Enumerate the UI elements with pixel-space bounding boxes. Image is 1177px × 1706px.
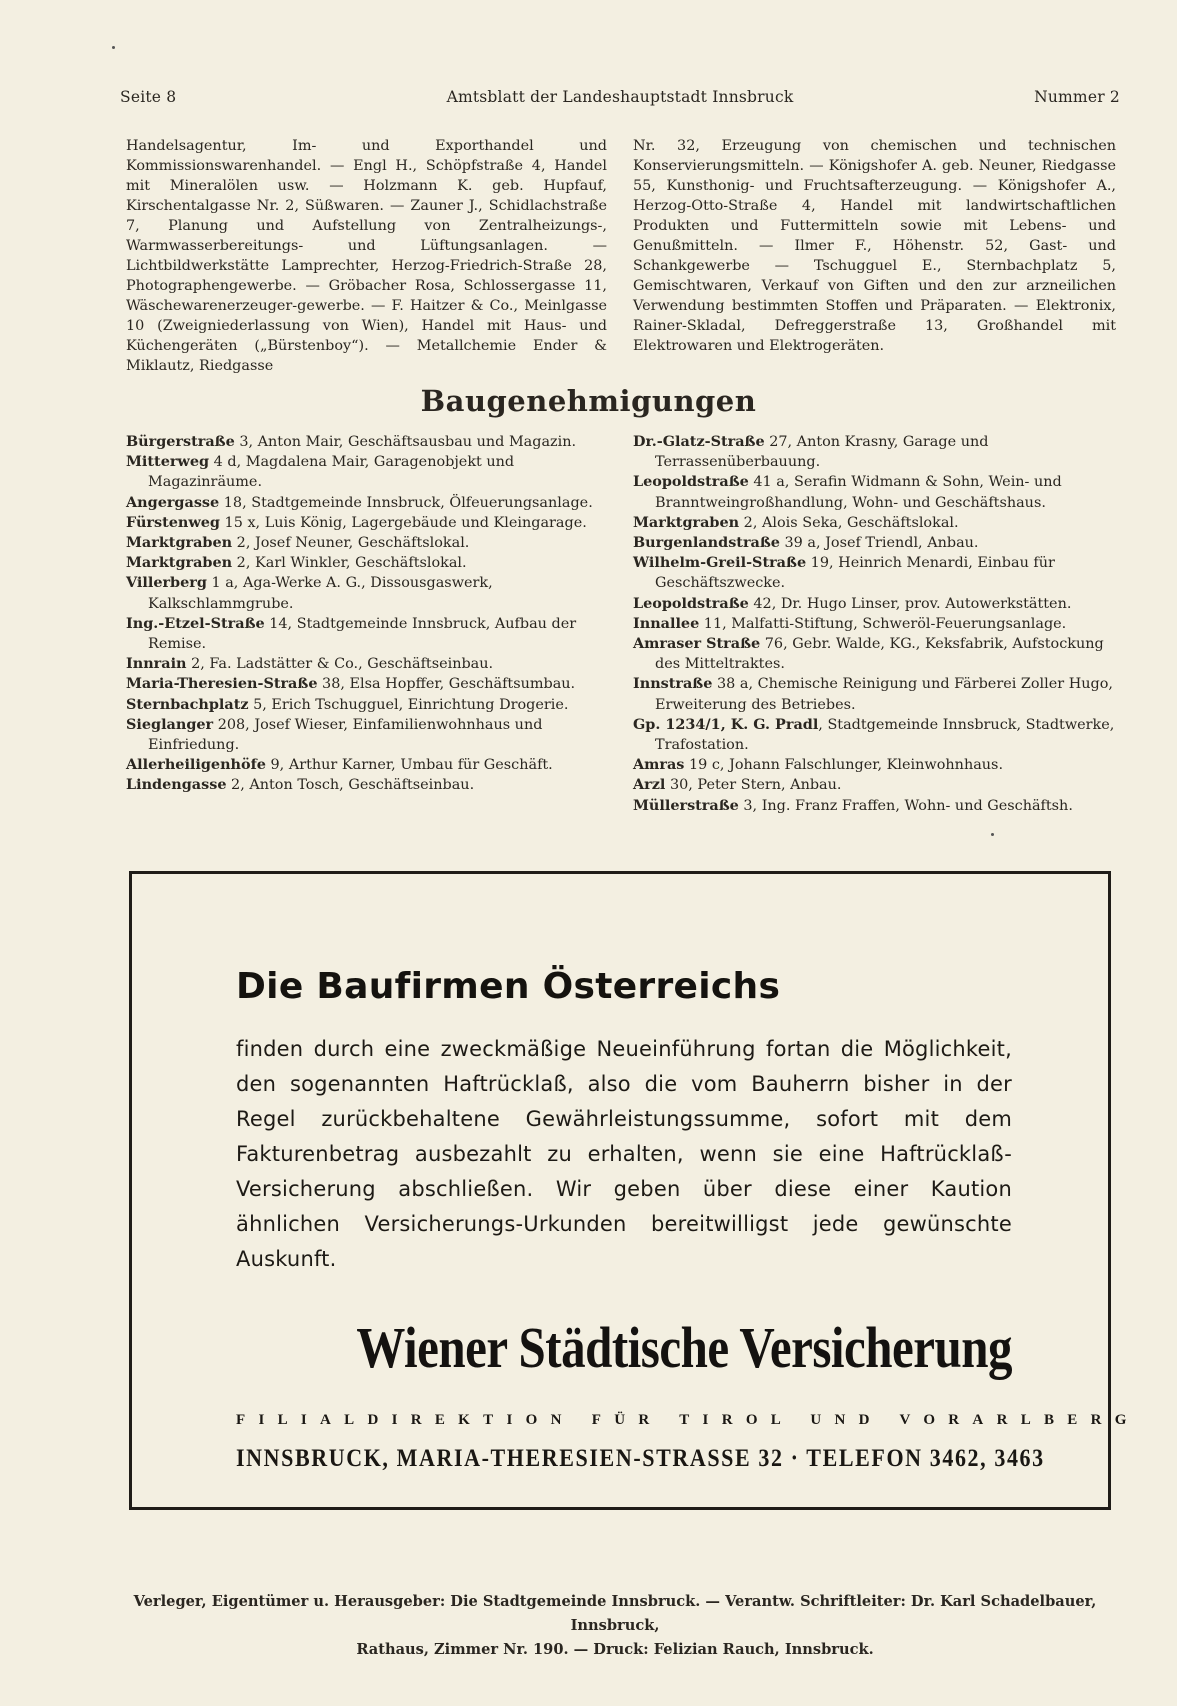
permit-details: 76, Gebr. Walde, KG., Keksfabrik, Aufstockung des Mitteltraktes. bbox=[655, 636, 1104, 673]
permits-column-right bbox=[633, 432, 1120, 816]
permit-street: Villerberg bbox=[126, 574, 207, 592]
permit-entry bbox=[633, 796, 1120, 816]
permit-street: Dr.-Glatz-Straße bbox=[633, 433, 765, 450]
permit-street: Allerheiligenhöfe bbox=[126, 756, 266, 774]
permit-street: Wilhelm-Greil-Straße bbox=[633, 554, 807, 572]
permit-details: 208, Josef Wieser, Einfamilienwohnhaus und Einfriedung. bbox=[148, 716, 543, 754]
permit-details: 5, Erich Tschugguel, Einrichtung Drogerie. bbox=[248, 696, 569, 713]
page-header bbox=[120, 84, 1120, 110]
permit-details: 19 c, Johann Falschlunger, Kleinwohnhaus. bbox=[684, 757, 1004, 774]
permit-details: 19, Heinrich Menardi, Einbau für Geschäftszwecke. bbox=[655, 555, 1055, 592]
permit-entry bbox=[633, 614, 1120, 634]
registrations-text-right: Nr. 32, Erzeugung von chemischen und technischen Konservierungsmitteln. — Königshofer A. geb. Neuner, Riedgasse 55, Kunsthonig- und Fruchtsafterzeugung. — Königshofer A., Herzog-Otto-Straße 4, Handel mit landwirtschaftlichen Produkten und Futtermitteln sowie mit Lebens- und Genußmitteln. — Ilmer F., Höhenstr. 52, Gast- und Schankgewerbe — Tschugguel E., Sternbachplatz 5, Gemischtwaren, Verkauf von Giften und den zur arzneilichen Verwendung bestimmten Stoffen und Präparaten. — Elektronix, Rainer-Skladal, Defreggerstraße 13, Großhandel mit Elektrowaren und Elektrogeräten. bbox=[633, 138, 1116, 354]
ad-company-name: Wiener Städtische Versicherung bbox=[356, 1315, 1012, 1381]
permit-street: Maria-Theresien-Straße bbox=[126, 675, 318, 693]
permits-column-left bbox=[126, 432, 607, 796]
ad-title: Die Baufirmen Österreichs bbox=[236, 966, 781, 1007]
permit-details: 1 a, Aga-Werke A. G., Dissousgaswerk, Kalkschlammgrube. bbox=[148, 575, 493, 612]
permit-details: 39 a, Josef Triendl, Anbau. bbox=[779, 535, 979, 552]
permit-street: Angergasse bbox=[126, 493, 220, 511]
issue-number: Nummer 2 bbox=[1034, 88, 1120, 106]
permit-details: 2, Fa. Ladstätter & Co., Geschäftseinbau. bbox=[186, 656, 494, 673]
registrations-text-left: Handelsagentur, Im- und Exporthandel und Kommissionswarenhandel. — Engl H., Schöpfstraße 4, Handel mit Mineralölen usw. — Holzmann K. geb. Hupfauf, Kirschentalgasse Nr. 2, Süßwaren. — Zauner J., Schidlachstraße 7, Planung und Aufstellung von Zentralheizungs-, Warmwasserbereitungs- und Lüftungsanlagen. — Lichtbildwerkstätte Lamprechter, Herzog-Friedrich-Straße 28, Photographengewerbe. — Gröbacher Rosa, Schlossergasse 11, Wäschewarenerzeuger-gewerbe. — F. Haitzer & Co., Meinlgasse 10 (Zweigniederlassung von Wien), Handel mit Haus- und Küchengeräten („Bürstenboy“). — Metallchemie Ender & Miklautz, Riedgasse bbox=[126, 138, 607, 374]
permit-details: 2, Josef Neuner, Geschäftslokal. bbox=[232, 535, 470, 552]
ad-address: INNSBRUCK, MARIA-THERESIEN-STRASSE 32 · TELEFON 3462, 3463 bbox=[236, 1443, 1045, 1472]
permit-entry bbox=[633, 674, 1120, 714]
permit-street: Leopoldstraße bbox=[633, 594, 749, 612]
permit-entry bbox=[126, 493, 607, 513]
permit-entry bbox=[126, 715, 607, 755]
permit-details: 38, Elsa Hopffer, Geschäftsumbau. bbox=[317, 676, 576, 693]
permit-street: Amraser Straße bbox=[633, 635, 761, 653]
registrations-column-right bbox=[633, 136, 1116, 356]
permit-entry bbox=[126, 452, 607, 492]
permit-details: 27, Anton Krasny, Garage und Terrassenüberbauung. bbox=[655, 434, 989, 471]
permit-street: Burgenlandstraße bbox=[633, 534, 780, 552]
ad-subtitle: FILIALDIREKTION FÜR TIROL UND VORARLBERG bbox=[236, 1412, 1140, 1428]
permit-entry bbox=[126, 654, 607, 674]
permit-entry bbox=[633, 755, 1120, 775]
permit-details: 14, Stadtgemeinde Innsbruck, Aufbau der Remise. bbox=[148, 615, 577, 653]
permit-street: Sternbachplatz bbox=[126, 695, 249, 713]
permit-details: 2, Karl Winkler, Geschäftslokal. bbox=[232, 555, 467, 572]
permit-details: 38 a, Chemische Reinigung und Färberei Zoller Hugo, Erweiterung des Betriebes. bbox=[655, 676, 1113, 713]
registrations-column-left bbox=[126, 136, 607, 376]
permit-details: 18, Stadtgemeinde Innsbruck, Ölfeuerungsanlage. bbox=[219, 494, 593, 511]
permit-street: Marktgraben bbox=[633, 513, 740, 531]
advertisement-box bbox=[129, 871, 1140, 1510]
permit-details: , Stadtgemeinde Innsbruck, Stadtwerke, Trafostation. bbox=[655, 716, 1115, 754]
permit-details: 11, Malfatti-Stiftung, Schweröl-Feuerungsanlage. bbox=[699, 615, 1067, 632]
permit-entry bbox=[126, 755, 607, 775]
permit-entry bbox=[126, 695, 607, 715]
permit-entry bbox=[126, 573, 607, 613]
permit-entry bbox=[126, 553, 607, 573]
permit-entry bbox=[126, 513, 607, 533]
print-speck bbox=[112, 46, 115, 49]
permit-details: 41 a, Serafin Widmann & Sohn, Wein- und Branntweingroßhandlung, Wohn- und Geschäftshaus. bbox=[655, 474, 1062, 511]
permit-entry bbox=[633, 634, 1120, 674]
permit-details: 42, Dr. Hugo Linser, prov. Autowerkstätten. bbox=[748, 595, 1072, 612]
permit-street: Innrain bbox=[126, 655, 187, 673]
permit-street: Fürstenweg bbox=[126, 513, 220, 531]
permit-entry bbox=[633, 533, 1120, 553]
permit-street: Mitterweg bbox=[126, 453, 210, 471]
permit-street: Leopoldstraße bbox=[633, 473, 749, 491]
permit-street: Marktgraben bbox=[126, 554, 233, 572]
permit-street: Gp. 1234/1, K. G. Pradl bbox=[633, 715, 819, 733]
page-number: Seite 8 bbox=[120, 88, 177, 106]
ad-body: finden durch eine zweckmäßige Neueinführung fortan die Möglichkeit, den sogenannten Haftrücklaß, also die vom Bauherrn bisher in der Regel zurückbehaltene Gewährleistungssumme, sofort mit dem Fakturenbetrag ausbezahlt zu erhalten, wenn sie eine Haftrücklaß-Versicherung abschließen. Wir geben über diese einer Kaution ähnlichen Versicherungs-Urkunden bereitwilligst jede gewünschte Auskunft. bbox=[236, 1037, 1012, 1271]
permit-entry bbox=[633, 594, 1120, 614]
permit-street: Amras bbox=[633, 756, 685, 774]
permit-street: Innallee bbox=[633, 614, 700, 632]
permit-details: 2, Anton Tosch, Geschäftseinbau. bbox=[226, 777, 475, 794]
permit-details: 3, Ing. Franz Fraffen, Wohn- und Geschäftsh. bbox=[738, 797, 1073, 814]
permit-details: 4 d, Magdalena Mair, Garagenobjekt und Magazinräume. bbox=[148, 454, 515, 491]
permit-street: Müllerstraße bbox=[633, 796, 739, 814]
permit-street: Innstraße bbox=[633, 675, 713, 693]
permit-entry bbox=[126, 432, 607, 452]
permit-details: 3, Anton Mair, Geschäftsausbau und Magazin. bbox=[234, 434, 577, 450]
permit-details: 15 x, Luis König, Lagergebäude und Kleingarage. bbox=[219, 514, 587, 531]
permit-details: 2, Alois Seka, Geschäftslokal. bbox=[739, 514, 959, 531]
permit-street: Marktgraben bbox=[126, 534, 233, 552]
permit-entry bbox=[633, 553, 1120, 593]
permit-entry bbox=[633, 715, 1120, 755]
permit-entry bbox=[633, 472, 1120, 512]
permit-entry bbox=[126, 533, 607, 553]
imprint-footer bbox=[110, 1590, 1120, 1662]
permit-entry bbox=[633, 775, 1120, 795]
permit-street: Bürgerstraße bbox=[126, 433, 235, 450]
permit-entry bbox=[126, 614, 607, 654]
permit-street: Arzl bbox=[633, 776, 666, 794]
permit-entry bbox=[126, 775, 607, 795]
permit-entry bbox=[126, 674, 607, 694]
imprint-line-2: Rathaus, Zimmer Nr. 190. — Druck: Felizian Rauch, Innsbruck. bbox=[356, 1641, 874, 1658]
permit-details: 30, Peter Stern, Anbau. bbox=[665, 777, 842, 794]
permit-entry bbox=[633, 513, 1120, 533]
permit-street: Ing.-Etzel-Straße bbox=[126, 614, 265, 632]
permit-street: Sieglanger bbox=[126, 715, 214, 733]
print-speck bbox=[991, 833, 994, 836]
permit-details: 9, Arthur Karner, Umbau für Geschäft. bbox=[265, 757, 553, 774]
publication-title: Amtsblatt der Landeshauptstadt Innsbruck bbox=[446, 88, 794, 106]
permit-entry bbox=[633, 432, 1120, 472]
permit-street: Lindengasse bbox=[126, 776, 227, 794]
section-title: Baugenehmigungen bbox=[420, 384, 757, 418]
imprint-line-1: Verleger, Eigentümer u. Herausgeber: Die Stadtgemeinde Innsbruck. — Verantw. Schriftleiter: Dr. Karl Schadelbauer, Innsbruck, bbox=[133, 1593, 1097, 1634]
